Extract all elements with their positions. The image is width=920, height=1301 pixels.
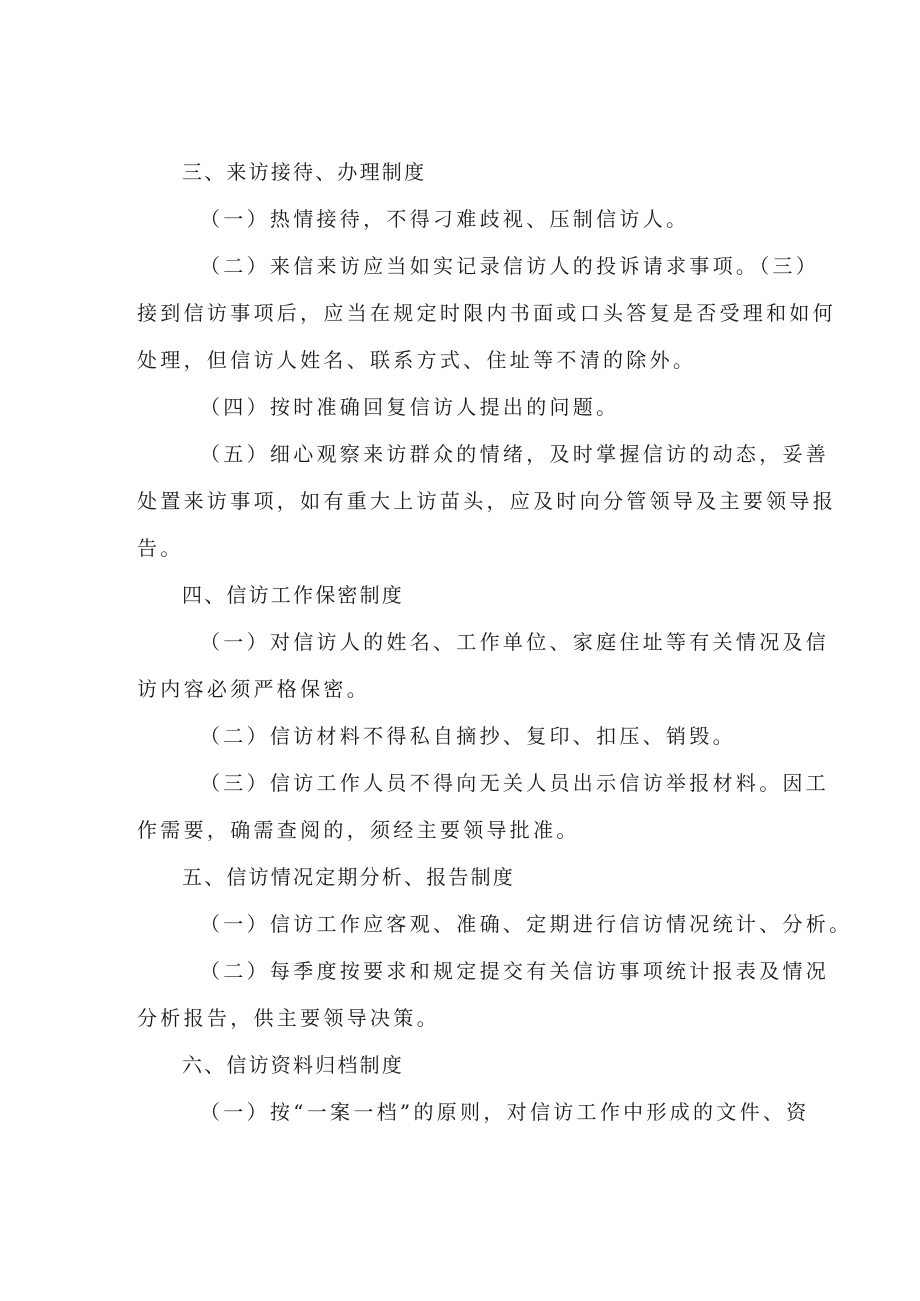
paragraph-line: 作需要，确需查阅的，须经主要领导批准。 [137,818,580,842]
paragraph-line: 接到信访事项后，应当在规定时限内书面或口头答复是否受理和如何 [137,301,836,325]
paragraph-line: 处理，但信访人姓名、联系方式、住址等不清的除外。 [137,348,697,372]
paragraph-line: （四）按时准确回复信访人提出的问题。 [200,395,620,419]
paragraph-line: 处置来访事项，如有重大上访苗头，应及时向分管领导及主要领导报 [137,489,836,513]
paragraph-line: （二）来信来访应当如实记录信访人的投诉请求事项。（三） [200,254,820,278]
paragraph-line: （二）每季度按要求和规定提交有关信访事项统计报表及情况 [200,959,830,983]
section-heading-four: 四、信访工作保密制度 [182,583,404,607]
section-heading-three: 三、来访接待、办理制度 [182,160,427,184]
paragraph-line: （三）信访工作人员不得向无关人员出示信访举报材料。因工 [200,771,830,795]
paragraph-line: （一）热情接待，不得刁难歧视、压制信访人。 [200,207,690,231]
paragraph-line: （二）信访材料不得私自摘抄、复印、扣压、销毁。 [200,724,736,748]
section-heading-six: 六、信访资料归档制度 [182,1053,404,1077]
paragraph-line: （五）细心观察来访群众的情绪，及时掌握信访的动态，妥善 [200,442,830,466]
paragraph-line: 访内容必须严格保密。 [137,677,370,701]
paragraph-line: （一）按“一案一档”的原则，对信访工作中形成的文件、资 [200,1100,810,1124]
paragraph-line: 分析报告，供主要领导决策。 [137,1006,440,1030]
paragraph-line: （一）信访工作应客观、准确、定期进行信访情况统计、分析。 [200,912,853,936]
section-heading-five: 五、信访情况定期分析、报告制度 [182,865,515,889]
paragraph-line: （一）对信访人的姓名、工作单位、家庭住址等有关情况及信 [200,630,830,654]
paragraph-line: 告。 [137,536,184,560]
